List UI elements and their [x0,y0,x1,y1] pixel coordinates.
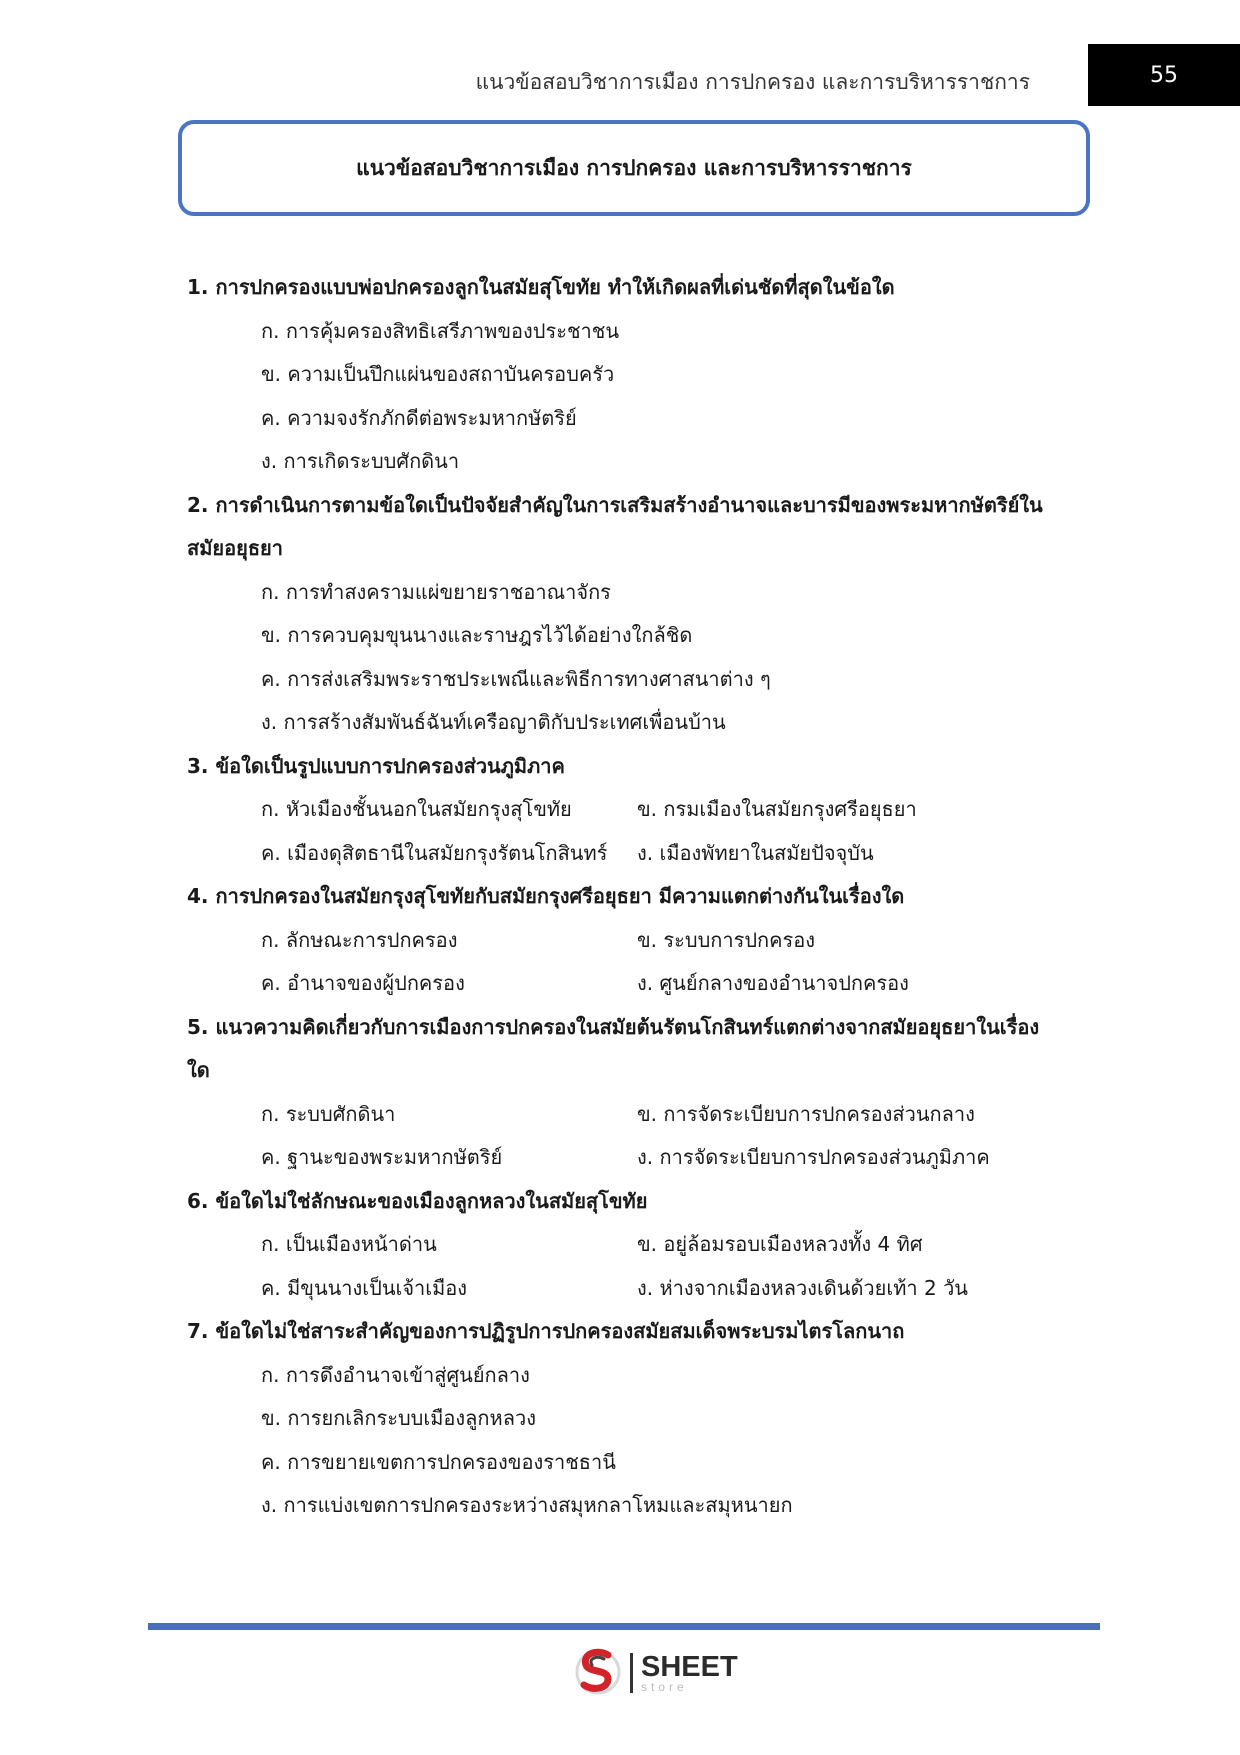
question-2-option-b: ข. การควบคุมขุนนางและราษฎรไว้ได้อย่างใกล้ชิด [261,623,693,647]
question-6-options-row-2 [187,1267,1087,1311]
question-5-stem-line2: ใด [187,1058,210,1082]
question-5-options-row-2 [187,1136,1087,1180]
logo-subword: store [641,1680,688,1694]
question-6-option-b: ข. อยู่ล้อมรอบเมืองหลวงทั้ง 4 ทิศ [637,1232,923,1256]
question-7-option-c: ค. การขยายเขตการปกครองของราชธานี [261,1449,616,1474]
question-4-options-row-2 [187,962,1087,1006]
question-7-option-a: ก. การดึงอำนาจเข้าสู่ศูนย์กลาง [261,1362,530,1387]
question-4-option-a: ก. ลักษณะการปกครอง [261,927,458,952]
question-4-options-row-1 [187,919,1087,963]
question-3-options-row-1 [187,788,1087,832]
question-1-option-c: ค. ความจงรักภักดีต่อพระมหากษัตริย์ [261,405,577,430]
question-6-option-a: ก. เป็นเมืองหน้าด่าน [261,1232,437,1256]
sheet-store-logo [574,1645,738,1701]
page-number-box [1088,44,1240,106]
question-2-option-d: ง. การสร้างสัมพันธ์ฉันท์เครือญาติกับประเทศเพื่อนบ้าน [261,710,726,734]
question-5-option-b: ข. การจัดระเบียบการปกครองส่วนกลาง [637,1101,975,1126]
question-7-stem: 7. ข้อใดไม่ใช่สาระสำคัญของการปฏิรูปการปกครองสมัยสมเด็จพระบรมไตรโลกนาถ [187,1319,905,1343]
section-title: แนวข้อสอบวิชาการเมือง การปกครอง และการบริหารราชการ [356,155,912,180]
question-1-option-d: ง. การเกิดระบบศักดินา [261,449,460,473]
question-4-option-b: ข. ระบบการปกครอง [637,927,816,952]
question-2-option-a: ก. การทำสงครามแผ่ขยายราชอาณาจักร [261,579,611,604]
question-list [187,266,1087,1528]
question-5-stem-line1: 5. แนวความคิดเกี่ยวกับการเมืองการปกครองในสมัยต้นรัตนโกสินทร์แตกต่างจากสมัยอยุธยาในเรื่อง [187,1014,1040,1039]
question-2-stem-line1: 2. การดำเนินการตามข้อใดเป็นปัจจัยสำคัญในการเสริมสร้างอำนาจและบารมีของพระมหากษัตริย์ใน [187,492,1043,517]
question-3-options-row-2 [187,832,1087,876]
question-6-option-d: ง. ห่างจากเมืองหลวงเดินด้วยเท้า 2 วัน [637,1275,968,1300]
logo-separator [630,1653,633,1693]
question-5-options-row-1 [187,1093,1087,1137]
question-3-option-d: ง. เมืองพัทยาในสมัยปัจจุบัน [637,840,874,865]
question-5-option-c: ค. ฐานะของพระมหากษัตริย์ [261,1145,503,1169]
question-5-option-d: ง. การจัดระเบียบการปกครองส่วนภูมิภาค [637,1145,990,1169]
question-4-option-d: ง. ศูนย์กลางของอำนาจปกครอง [637,971,909,995]
question-3-option-b: ข. กรมเมืองในสมัยกรุงศรีอยุธยา [637,797,917,821]
question-3-stem: 3. ข้อใดเป็นรูปแบบการปกครองส่วนภูมิภาค [187,753,565,778]
question-1-option-a: ก. การคุ้มครองสิทธิเสรีภาพของประชาชน [261,318,620,343]
question-6-option-c: ค. มีขุนนางเป็นเจ้าเมือง [261,1275,468,1300]
question-6-options-row-1 [187,1223,1087,1267]
question-3-option-c: ค. เมืองดุสิตธานีในสมัยกรุงรัตนโกสินทร์ [261,840,608,865]
footer-divider [148,1623,1100,1630]
question-4-stem: 4. การปกครองในสมัยกรุงสุโขทัยกับสมัยกรุงศรีอยุธยา มีความแตกต่างกันในเรื่องใด [187,884,905,908]
question-5-option-a: ก. ระบบศักดินา [261,1101,396,1126]
question-2-option-c: ค. การส่งเสริมพระราชประเพณีและพิธีการทางศาสนาต่าง ๆ [261,666,771,691]
logo-word: SHEET [641,1651,738,1683]
question-2-stem-line2: สมัยอยุธยา [187,536,283,560]
question-1-option-b: ข. ความเป็นปึกแผ่นของสถาบันครอบครัว [261,362,615,386]
question-7-option-b: ข. การยกเลิกระบบเมืองลูกหลวง [261,1406,536,1430]
running-header-title: แนวข้อสอบวิชาการเมือง การปกครอง และการบริหารราชการ [475,70,1030,94]
question-3-option-a: ก. หัวเมืองชั้นนอกในสมัยกรุงสุโขทัย [261,797,572,821]
page-number: 55 [1150,62,1178,88]
sheet-store-s-icon [574,1645,622,1701]
logo-text-block [641,1653,738,1693]
title-box [178,120,1090,216]
question-6-stem: 6. ข้อใดไม่ใช่ลักษณะของเมืองลูกหลวงในสมัยสุโขทัย [187,1188,648,1213]
question-7-option-d: ง. การแบ่งเขตการปกครองระหว่างสมุหกลาโหมและสมุหนายก [261,1493,793,1517]
question-1-stem: 1. การปกครองแบบพ่อปกครองลูกในสมัยสุโขทัย ทำให้เกิดผลที่เด่นชัดที่สุดในข้อใด [187,275,895,299]
question-4-option-c: ค. อำนาจของผู้ปกครอง [261,971,465,995]
